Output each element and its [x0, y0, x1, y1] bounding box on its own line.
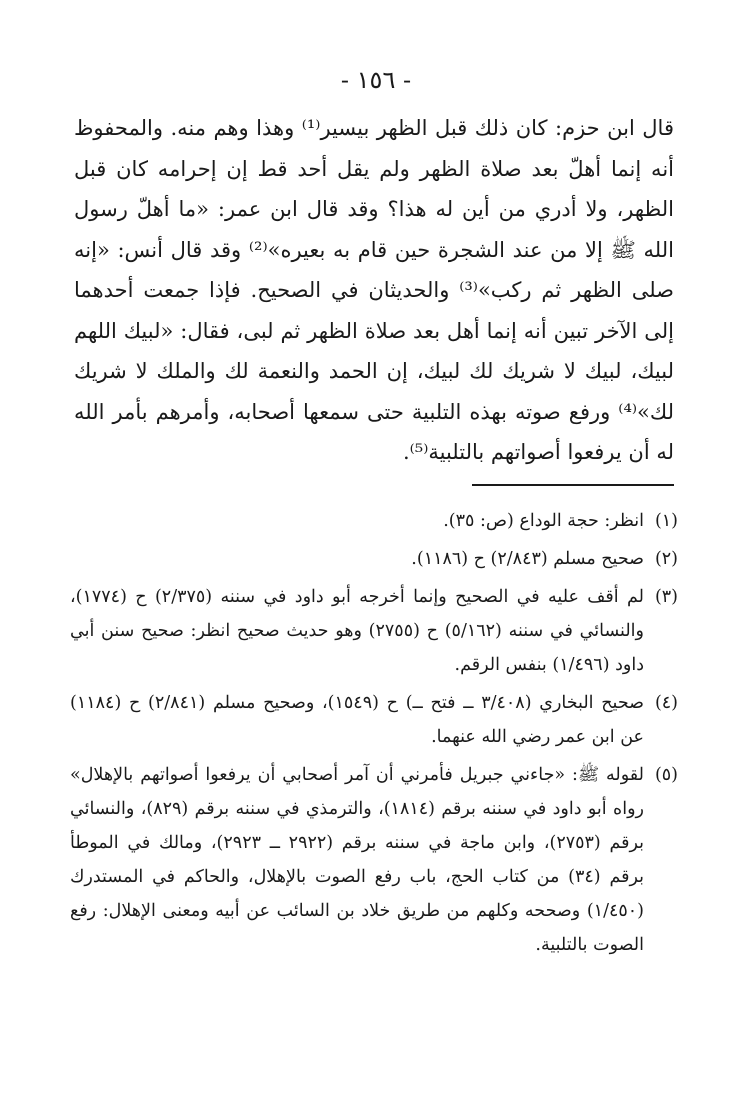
footnote-number: (٥)	[654, 765, 678, 785]
page-number: - ١٥٦ -	[340, 66, 412, 94]
footnote-4	[70, 686, 678, 754]
footnotes	[70, 504, 678, 966]
footnote-number: (٣)	[654, 587, 678, 607]
footnote-3	[70, 580, 678, 682]
main-text	[74, 108, 674, 473]
footnote-text: صحيح مسلم (٢/٨٤٣) ح (١١٨٦).	[411, 549, 644, 569]
footnote-number: (١)	[654, 511, 678, 531]
footnote-text: انظر: حجة الوداع (ص: ٣٥).	[443, 511, 644, 531]
footnote-2	[70, 542, 678, 576]
footnote-number: (٢)	[654, 549, 678, 569]
body-paragraph: قال ابن حزم: كان ذلك قبل الظهر بيسير⁽¹⁾ وهذا وهم منه. والمحفوظ أنه إنما أهلّ بعد صلاة الظهر ولم يقل أحد قط إن إحرامه كان قبل الظهر، ولا أدري من أين له هذا؟ وقد قال ابن عمر: «ما أهلّ رسول الله ﷺ إلا من عند الشجرة حين قام به بعيره»⁽²⁾ وقد قال أنس: «إنه صلى الظهر ثم ركب»⁽³⁾ والحديثان في الصحيح. فإذا جمعت أحدهما إلى الآخر تبين أنه إنما أهل بعد صلاة الظهر ثم لبى، فقال: «لبيك اللهم لبيك، لبيك لا شريك لك لبيك، إن الحمد والنعمة لك والملك لا شريك لك»⁽⁴⁾ ورفع صوته بهذه التلبية حتى سمعها أصحابه، وأمرهم بأمر الله له أن يرفعوا أصواتهم بالتلبية⁽⁵⁾.	[74, 116, 674, 464]
footnote-5	[70, 758, 678, 962]
footnote-divider	[472, 484, 674, 486]
footnote-text: لم أقف عليه في الصحيح وإنما أخرجه أبو داود في سننه (٢/٣٧٥) ح (١٧٧٤)، والنسائي في سننه (٥/١٦٢) ح (٢٧٥٥) وهو حديث صحيح انظر: صحيح سنن أبي داود (١/٤٩٦) بنفس الرقم.	[70, 587, 645, 675]
footnote-1	[70, 504, 678, 538]
footnote-text: لقوله ﷺ: «جاءني جبريل فأمرني أن آمر أصحابي أن يرفعوا أصواتهم بالإهلال» رواه أبو داود في سننه برقم (١٨١٤)، والترمذي في سننه برقم (٨٢٩)، والنسائي برقم (٢٧٥٣)، وابن ماجة في سننه برقم (٢٩٢٢ ــ ٢٩٢٣)، ومالك في الموطأ برقم (٣٤) من كتاب الحج، باب رفع الصوت بالإهلال، والحاكم في المستدرك (١/٤٥٠) وصححه وكلهم من طريق خلاد بن السائب عن أبيه ومعنى الإهلال: رفع الصوت بالتلبية.	[70, 765, 644, 955]
footnote-number: (٤)	[654, 693, 678, 713]
footnote-text: صحيح البخاري (٣/٤٠٨ ــ فتح ــ) ح (١٥٤٩)، وصحيح مسلم (٢/٨٤١) ح (١١٨٤) عن ابن عمر رضي الله عنهما.	[70, 693, 644, 747]
